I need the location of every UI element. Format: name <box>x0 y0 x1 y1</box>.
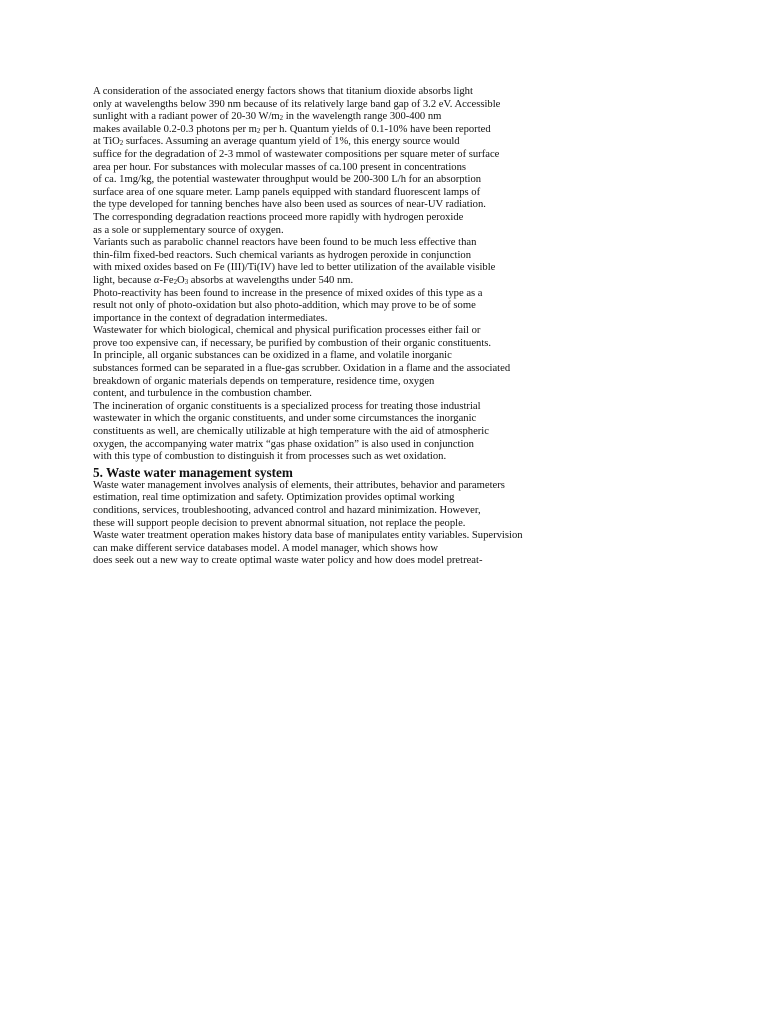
alpha-symbol: α <box>153 274 160 286</box>
text-line: constituents as well, are chemically utilizable at high temperature with the aid of atmospheric <box>93 426 489 438</box>
text-line: substances formed can be separated in a flue-gas scrubber. Oxidation in a flame and the associated <box>93 363 511 375</box>
text-line <box>93 136 753 149</box>
text-fragment: sunlight with a radiant power of 20-30 W/m <box>93 111 280 123</box>
text-fragment: absorbs at wavelengths under 540 nm. <box>188 274 354 286</box>
text-line: suffice for the degradation of 2-3 mmol of wastewater compositions per square meter of surface <box>93 148 500 160</box>
text-line: area per hour. For substances with molecular masses of ca.100 present in concentrations <box>93 161 467 173</box>
subscript: 2 <box>279 115 284 123</box>
text-fragment: per h. Quantum yields of 0.1-10% have been reported <box>260 123 491 135</box>
text-line: Wastewater for which biological, chemical and physical purification processes either fail or <box>93 325 481 337</box>
text-line: can make different service databases model. A model manager, which shows how <box>93 542 439 554</box>
section-heading: 5. Waste water management system <box>93 464 293 480</box>
text-line: The incineration of organic constituents is a specialized process for treating those industrial <box>93 400 481 412</box>
text-line: Waste water treatment operation makes history data base of manipulates entity variables. Supervision <box>93 530 523 542</box>
text-line: wastewater in which the organic constituents, and under some circumstances the inorganic <box>93 413 477 425</box>
text-line: Photo-reactivity has been found to increase in the presence of mixed oxides of this type as a <box>93 287 483 299</box>
text-line: with this type of combustion to distinguish it from processes such as wet oxidation. <box>93 451 447 463</box>
text-fragment: makes available 0.2-0.3 photons per m <box>93 123 257 135</box>
text-line: these will support people decision to prevent abnormal situation, not replace the people. <box>93 517 466 529</box>
text-fragment: surfaces. Assuming an average quantum yield of 1%, this energy source would <box>123 136 460 148</box>
text-line: Waste water management involves analysis of elements, their attributes, behavior and parameters <box>93 479 505 491</box>
text-fragment: O <box>177 274 185 286</box>
text-line: oxygen, the accompanying water matrix “gas phase oxidation” is also used in conjunction <box>93 438 474 450</box>
text-line <box>93 111 753 124</box>
text-line: thin-film fixed-bed reactors. Such chemical variants as hydrogen peroxide in conjunction <box>93 249 472 261</box>
text-line: of ca. 1mg/kg, the potential wastewater throughput would be 200-300 L/h for an absorption <box>93 174 482 186</box>
text-fragment: at TiO <box>93 136 120 148</box>
text-line: In principle, all organic substances can be oxidized in a flame, and volatile inorganic <box>93 350 452 362</box>
subscript: 2 <box>119 140 124 148</box>
text-line: content, and turbulence in the combustion chamber. <box>93 388 312 400</box>
text-line: conditions, services, troubleshooting, advanced control and hazard minimization. However, <box>93 505 481 516</box>
text-line: the type developed for tanning benches have also been used as sources of near-UV radiation. <box>93 199 486 211</box>
text-fragment: light, because <box>93 274 154 286</box>
subscript: 2 <box>256 127 261 135</box>
text-fragment: -Fe <box>159 274 174 286</box>
text-fragment: in the wavelength range 300-400 nm <box>283 111 442 123</box>
text-line: only at wavelengths below 390 nm because of its relatively large band gap of 3.2 eV. Accessible <box>93 98 501 110</box>
text-line: estimation, real time optimization and safety. Optimization provides optimal working <box>93 492 455 504</box>
text-line: surface area of one square meter. Lamp panels equipped with standard fluorescent lamps of <box>93 186 481 198</box>
text-line <box>93 275 753 288</box>
text-line: importance in the context of degradation intermediates. <box>93 312 328 324</box>
text-line: result not only of photo-oxidation but also photo-addition, which may prove to be of some <box>93 300 476 312</box>
text-line: as a sole or supplementary source of oxygen. <box>93 224 284 236</box>
subscript: 2 <box>173 278 178 286</box>
text-line <box>93 124 753 137</box>
text-line: breakdown of organic materials depends on temperature, residence time, oxygen <box>93 375 435 387</box>
text-line: does seek out a new way to create optimal waste water policy and how does model pretreat- <box>93 555 483 567</box>
text-line: A consideration of the associated energy factors shows that titanium dioxide absorbs light <box>93 86 473 97</box>
text-line: Variants such as parabolic channel reactors have been found to be much less effective than <box>93 237 477 249</box>
text-line: prove too expensive can, if necessary, be purified by combustion of their organic constituents. <box>93 337 492 349</box>
text-line: with mixed oxides based on Fe (III)/Ti(IV) have led to better utilization of the available visible <box>93 262 496 274</box>
text-line: The corresponding degradation reactions proceed more rapidly with hydrogen peroxide <box>93 211 464 223</box>
subscript: 3 <box>184 278 189 286</box>
body-text <box>93 86 753 568</box>
